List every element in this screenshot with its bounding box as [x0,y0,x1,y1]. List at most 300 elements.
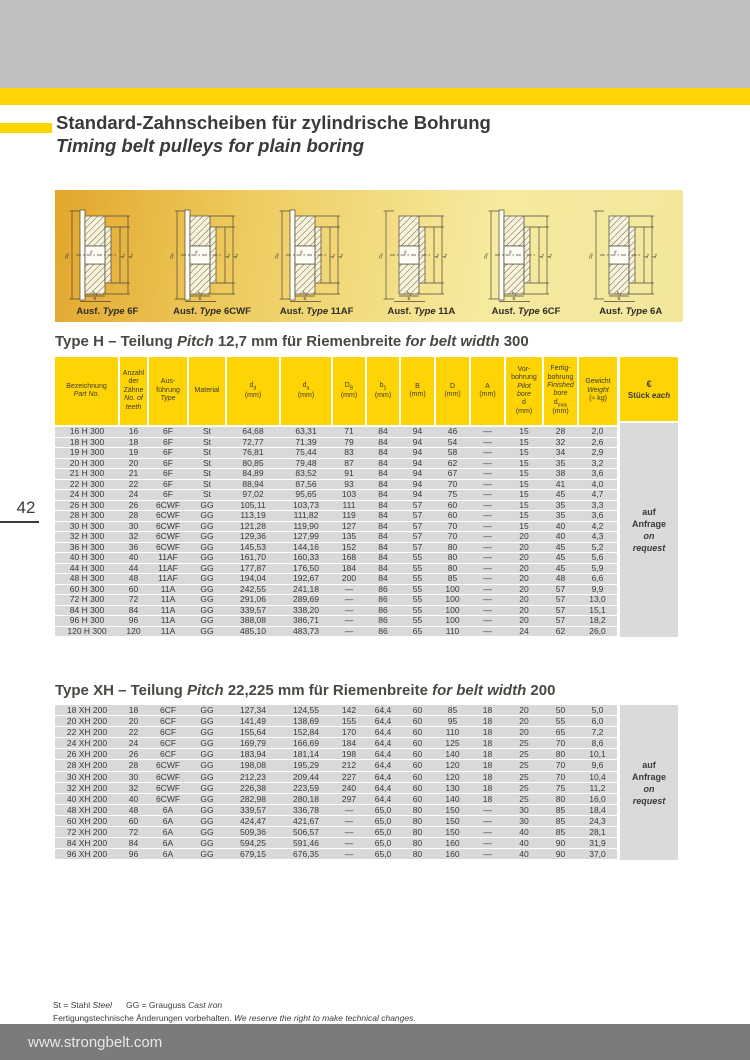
cell: 84 [366,500,400,511]
cell: 135 [332,532,366,543]
cell: — [470,458,505,469]
table-row [55,479,617,490]
cell: 85 [543,827,578,838]
table-row [55,771,617,782]
cell: 55 [400,563,435,574]
svg-text:dd: $d_d$ [651,253,658,259]
cell: 60 [435,500,470,511]
cell: 6A [148,849,188,860]
cell: 6CWF [148,542,188,553]
cell: 32 XH 200 [55,782,119,793]
table-row [55,705,617,716]
svg-text:dd: $d_d$ [233,253,240,259]
cell: 84 [366,563,400,574]
caption-code: 6CWF [223,306,251,317]
table-row [55,838,617,849]
cell: 75 [543,782,578,793]
cell: 26 H 300 [55,500,119,511]
cell: GG [188,532,226,543]
cell: 62 [435,458,470,469]
cell: 6CWF [148,760,188,771]
cell: 86 [366,595,400,606]
cell: 80 [400,849,435,860]
cell: 18 H 300 [55,437,119,448]
cell: St [188,448,226,459]
cell: 676,35 [280,849,332,860]
cell: 65 [543,727,578,738]
cell: 76,81 [226,448,280,459]
type-h-table-wrap [55,357,678,637]
cell: 94 [400,426,435,437]
cell: 26,0 [578,626,617,637]
svg-text:DB: $D_B$ [273,253,280,259]
cell: 84,89 [226,469,280,480]
cell: 4,7 [578,490,617,501]
page-number-rule [0,521,39,523]
svg-text:B: B [512,296,516,302]
price-per-piece-label: Stück each [627,390,671,400]
table-row [55,738,617,749]
cell: 22 [119,727,148,738]
material-legend: St = Stahl Steel GG = Grauguss Cast iron [53,1000,223,1010]
cell: 64,4 [366,771,400,782]
cell: GG [188,760,226,771]
svg-text:da: $d_a$ [120,253,127,259]
cell: 80,85 [226,458,280,469]
cell: 84 XH 200 [55,838,119,849]
cell: 388,08 [226,616,280,627]
cell: 60 H 300 [55,584,119,595]
cell: 111,82 [280,511,332,522]
cell: 60 [400,760,435,771]
cell: 63,31 [280,426,332,437]
cell: 72 H 300 [55,595,119,606]
cell: 57 [543,616,578,627]
cell: 85 [543,815,578,826]
footer-bar [0,1024,750,1060]
cell: 55 [543,716,578,727]
cell: 120 [435,760,470,771]
cell: — [470,532,505,543]
cell: St [188,458,226,469]
cell: 55 [400,616,435,627]
data-table-type-xh [55,705,617,860]
cell: 32 [119,782,148,793]
cell: 84 [366,532,400,543]
cell: 2,9 [578,448,617,459]
cell: — [470,605,505,616]
cell: 84 [366,458,400,469]
cell: 103,73 [280,500,332,511]
cell: 34 [543,448,578,459]
cell: 87 [332,458,366,469]
cell: 16 H 300 [55,426,119,437]
cell: — [470,838,505,849]
cell: 36 H 300 [55,542,119,553]
table-row [55,448,617,459]
cell: 84 [366,426,400,437]
svg-text:b1: $b_1$ [197,290,203,297]
cell: 86 [366,584,400,595]
cell: 240 [332,782,366,793]
cell: 6F [148,437,188,448]
cell: 65,0 [366,804,400,815]
cell: 5,9 [578,563,617,574]
cell: 40 [543,532,578,543]
cell: 25 [505,771,543,782]
caption-prefix: Ausf. [76,306,103,317]
column-header-6: $D_B$ (mm) [332,357,366,426]
cell: 140 [435,793,470,804]
cell: 6CF [148,749,188,760]
column-header-10: A (mm) [470,357,505,426]
cell: 18 [470,782,505,793]
table-row [55,500,617,511]
cell: 37,0 [578,849,617,860]
caption-type-word: Type [199,306,224,317]
cell: 18 [470,727,505,738]
cell: 94 [400,469,435,480]
cell: 60 [400,705,435,716]
table-row [55,521,617,532]
cell: 241,18 [280,584,332,595]
table-row [55,616,617,627]
cell: — [470,511,505,522]
cell: 80 [400,838,435,849]
cell: — [332,815,366,826]
cell: 25 [505,793,543,804]
cell: 57 [543,605,578,616]
cell: 16,0 [578,793,617,804]
pulley-figure-6F [55,190,160,322]
cell: 64,4 [366,727,400,738]
pulley-caption [280,306,354,317]
cell: 15 [505,426,543,437]
cell: GG [188,827,226,838]
table-row [55,849,617,860]
cell: 20 [505,616,543,627]
cell: — [470,553,505,564]
caption-code: 11AF [330,306,354,317]
table-row [55,469,617,480]
cell: — [470,426,505,437]
cell: 80 [435,553,470,564]
cell: 65,0 [366,815,400,826]
column-header-9: D (mm) [435,357,470,426]
cell: 6A [148,838,188,849]
cell: 181,14 [280,749,332,760]
cell: 28 [543,426,578,437]
cell: GG [188,804,226,815]
cell: 6F [148,469,188,480]
pulley-caption [387,306,455,317]
cell: 223,59 [280,782,332,793]
cell: 3,6 [578,511,617,522]
cell: 679,15 [226,849,280,860]
cell: 11AF [148,563,188,574]
cell: 20 [505,563,543,574]
cell: 72 XH 200 [55,827,119,838]
cell: 6A [148,804,188,815]
svg-text:B: B [93,296,97,302]
cell: 297 [332,793,366,804]
cell: 198,08 [226,760,280,771]
cell: 120 H 300 [55,626,119,637]
cell: 94 [400,490,435,501]
cell: 155 [332,716,366,727]
cell: 70 [435,532,470,543]
cell: 19 [119,448,148,459]
cell: 91 [332,469,366,480]
cell: 124,55 [280,705,332,716]
cell: 72,77 [226,437,280,448]
cell: 64,4 [366,782,400,793]
cell: 176,50 [280,563,332,574]
cell: 155,64 [226,727,280,738]
on-request-note: auf Anfrage on request [620,705,678,860]
cell: 129,36 [226,532,280,543]
cell: 111 [332,500,366,511]
cell: 44 H 300 [55,563,119,574]
cell: 113,19 [226,511,280,522]
cell: 282,98 [226,793,280,804]
cell: 70 [543,771,578,782]
cell: 94 [400,479,435,490]
cell: 28,1 [578,827,617,838]
cell: 18 XH 200 [55,705,119,716]
cell: 57 [543,595,578,606]
cell: 6CWF [148,782,188,793]
cell: 127,99 [280,532,332,543]
table-row [55,804,617,815]
cell: 20 [505,727,543,738]
cell: 11AF [148,553,188,564]
cell: 9,9 [578,584,617,595]
cell: 84 [366,448,400,459]
cell: 55 [400,584,435,595]
cell: 10,4 [578,771,617,782]
cell: — [332,838,366,849]
cell: 20 [119,458,148,469]
cell: 150 [435,827,470,838]
cell: 60 [400,716,435,727]
cell: 85 [435,705,470,716]
cell: 95 [435,716,470,727]
cell: 226,38 [226,782,280,793]
cell: 18 [470,738,505,749]
table-row [55,426,617,437]
cell: 96 H 300 [55,616,119,627]
caption-prefix: Ausf. [491,306,518,317]
cell: 120 [435,771,470,782]
cell: 26 [119,749,148,760]
cell: 184 [332,563,366,574]
on-request-note: auf Anfrage on request [620,423,678,637]
cell: 84 [119,605,148,616]
cell: — [470,500,505,511]
cell: 18 [119,437,148,448]
cell: GG [188,542,226,553]
price-column [620,705,678,860]
cell: 119,90 [280,521,332,532]
table-row [55,532,617,543]
cell: 212,23 [226,771,280,782]
pulley-figure-6A [578,190,683,322]
cell: GG [188,716,226,727]
cell: 336,78 [280,804,332,815]
cell: 24 H 300 [55,490,119,501]
cell: — [332,616,366,627]
cell: 22 [119,479,148,490]
svg-text:DB: $D_B$ [378,253,385,259]
euro-symbol: € [646,378,652,389]
cell: 200 [332,574,366,585]
cell: 212 [332,760,366,771]
cell: 18 [470,760,505,771]
caption-type-word: Type [306,306,331,317]
cell: 25 [505,760,543,771]
cell: 15,1 [578,605,617,616]
cell: 84 [119,838,148,849]
cell: 28 XH 200 [55,760,119,771]
cell: 15 [505,521,543,532]
cell: 55 [400,574,435,585]
cell: 85 [435,574,470,585]
cell: 84 [366,553,400,564]
cell: 3,6 [578,469,617,480]
cell: 6CWF [148,771,188,782]
cell: 24 [505,626,543,637]
cell: 11AF [148,574,188,585]
cell: 48 H 300 [55,574,119,585]
svg-text:DB: $D_B$ [64,253,71,259]
svg-text:b1: $b_1$ [616,290,621,297]
cell: 71 [332,426,366,437]
cell: 32 H 300 [55,532,119,543]
cell: 242,55 [226,584,280,595]
cell: GG [188,563,226,574]
cell: 192,67 [280,574,332,585]
cell: — [470,479,505,490]
cell: 209,44 [280,771,332,782]
cell: 6CWF [148,521,188,532]
caption-prefix: Ausf. [173,306,200,317]
table-row [55,574,617,585]
column-header-11: Vor- bohrung Pilot bore d (mm) [505,357,543,426]
cell: 25 [505,782,543,793]
disclaimer: Fertigungstechnische Änderungen vorbehalten. We reserve the right to make technical changes. [53,1013,416,1023]
cell: 57 [400,521,435,532]
cell: 48 [543,574,578,585]
svg-text:b1: $b_1$ [511,290,517,297]
cell: 36 [119,542,148,553]
cell: 87,56 [280,479,332,490]
cell: 24,3 [578,815,617,826]
cell: 75,44 [280,448,332,459]
cell: 35 [543,458,578,469]
cell: 6CF [148,738,188,749]
cell: 20 [119,716,148,727]
cell: 280,18 [280,793,332,804]
cell: 60 [400,727,435,738]
cell: 55 [400,605,435,616]
cell: 3,3 [578,500,617,511]
table-row [55,458,617,469]
cell: 18 [119,705,148,716]
svg-text:da: $d_a$ [539,253,546,259]
pulley-cross-section [587,206,675,304]
cell: 35 [543,500,578,511]
cell: 2,6 [578,437,617,448]
svg-text:DB: $D_B$ [587,253,594,259]
table-row [55,749,617,760]
cell: 94 [400,448,435,459]
cell: 170 [332,727,366,738]
cell: — [470,563,505,574]
cell: 40 XH 200 [55,793,119,804]
cell: 8,6 [578,738,617,749]
cell: GG [188,838,226,849]
website-url: www.strongbelt.com [28,1033,163,1051]
cell: 25 [505,738,543,749]
cell: 11A [148,616,188,627]
svg-text:b1: $b_1$ [407,290,412,297]
cell: 15 [505,458,543,469]
cell: GG [188,511,226,522]
cell: 75 [435,490,470,501]
cell: 6CF [148,716,188,727]
cell: 100 [435,616,470,627]
table-header-row [55,357,617,426]
cell: 30 [505,804,543,815]
caption-code: 6CF [542,306,561,317]
cell: 30 [119,771,148,782]
cell: 84 [366,511,400,522]
cell: — [332,849,366,860]
column-header-3: Material [188,357,226,426]
cell: 20 [505,553,543,564]
type-xh-table-wrap [55,705,678,860]
cell: GG [188,782,226,793]
svg-text:d: d [299,249,303,255]
cell: 22 H 300 [55,479,119,490]
cell: 152,84 [280,727,332,738]
cell: 13,0 [578,595,617,606]
page-number: 42 [16,498,36,517]
cell: 35 [543,511,578,522]
cell: 20 [505,542,543,553]
cell: 95,65 [280,490,332,501]
pulley-caption [492,306,561,317]
cell: 18,2 [578,616,617,627]
cell: 15 [505,490,543,501]
cell: 70 [543,760,578,771]
svg-text:da: $d_a$ [225,253,232,259]
cell: — [332,626,366,637]
cell: 141,49 [226,716,280,727]
cell: 26 [119,500,148,511]
cell: 144,16 [280,542,332,553]
cell: 60 [400,771,435,782]
cell: 20 [505,705,543,716]
cell: 48 XH 200 [55,804,119,815]
cell: 11A [148,584,188,595]
cell: 30 [119,521,148,532]
cell: 57 [400,532,435,543]
svg-text:d: d [90,249,93,255]
svg-text:DB: $D_B$ [483,253,490,259]
cell: 145,53 [226,542,280,553]
